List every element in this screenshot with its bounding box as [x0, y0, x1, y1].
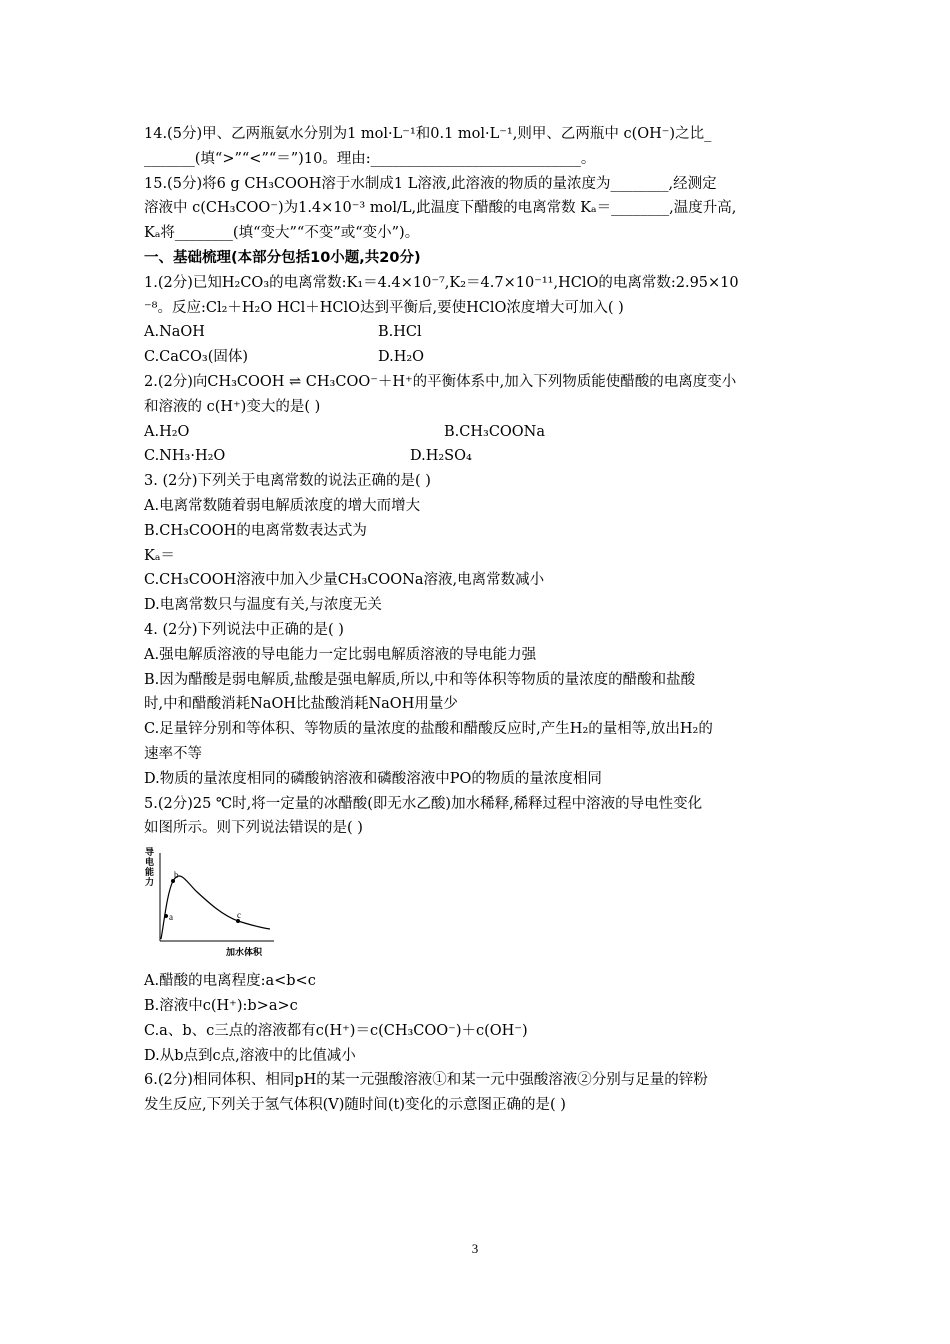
- point-a-label: a: [169, 912, 173, 923]
- figure-x-label: 加水体积: [226, 948, 263, 959]
- q6-line-2: 发生反应,下列关于氢气体积(V)随时间(t)变化的示意图正确的是( ): [144, 1097, 566, 1114]
- conductivity-figure-svg: [144, 843, 284, 969]
- q1-options-row-2: [144, 345, 809, 370]
- figure-y-label-char-3: 能: [145, 868, 155, 879]
- q2-option-b: B.CH₃COONa: [444, 423, 546, 440]
- q2-line-2: 和溶液的 c(H⁺)变大的是( ): [144, 398, 321, 415]
- q2-options-row-1: [144, 420, 809, 445]
- q2-option-d: D.H₂SO₄: [410, 448, 472, 465]
- q4-option-d: D.物质的量浓度相同的磷酸钠溶液和磷酸溶液中PO的物质的量浓度相同: [144, 770, 602, 787]
- q3-option-c: C.CH₃COOH溶液中加入少量CH₃COONa溶液,电离常数减小: [144, 572, 545, 589]
- q15-line-1: 15.(5分)将6 g CH₃COOH溶于水制成1 L溶液,此溶液的物质的量浓度为________,经测定: [144, 175, 717, 192]
- q14-line-2: _______(填“>”“<”“＝”)10。理由:_____________________________。: [144, 150, 596, 167]
- q14-line-1: 14.(5分)甲、乙两瓶氨水分别为1 mol·L⁻¹和0.1 mol·L⁻¹,则甲、乙两瓶中 c(OH⁻)之比_: [144, 126, 712, 142]
- conductivity-figure: [144, 843, 809, 969]
- q4-option-c-line-1: C.足量锌分别和等体积、等物质的量浓度的盐酸和醋酸反应时,产生H₂的量相等,放出H₂的: [144, 721, 713, 738]
- q4-option-b-line-2: 时,中和醋酸消耗NaOH比盐酸消耗NaOH用量少: [144, 696, 458, 713]
- q15-line-2: 溶液中 c(CH₃COO⁻)为1.4×10⁻³ mol/L,此温度下醋酸的电离常数 Kₐ＝________,温度升高,: [144, 200, 737, 217]
- q5-option-a: A.醋酸的电离程度:a<b<c: [144, 973, 316, 990]
- q1-options-row-1: [144, 320, 809, 345]
- q3-stem: 3. (2分)下列关于电离常数的说法正确的是( ): [144, 473, 431, 490]
- q2-option-c: C.NH₃·H₂O: [144, 448, 226, 465]
- q2-options-row-2: [144, 444, 809, 469]
- q4-option-b-line-1: B.因为醋酸是弱电解质,盐酸是强电解质,所以,中和等体积等物质的量浓度的醋酸和盐酸: [144, 671, 696, 688]
- q3-option-d: D.电离常数只与温度有关,与浓度无关: [144, 597, 382, 614]
- figure-y-label-char-2: 电: [145, 858, 155, 869]
- q1-option-a: A.NaOH: [144, 324, 205, 341]
- page-content: [144, 122, 809, 1118]
- q5-option-b: B.溶液中c(H⁺):b>a>c: [144, 997, 298, 1014]
- figure-y-label: [145, 846, 157, 888]
- q5-line-1: 5.(2分)25 ℃时,将一定量的冰醋酸(即无水乙酸)加水稀释,稀释过程中溶液的导电性变化: [144, 795, 703, 812]
- q1-option-d: D.H₂O: [378, 349, 425, 366]
- q2-line-1: 2.(2分)向CH₃COOH ⇌ CH₃COO⁻＋H⁺的平衡体系中,加入下列物质能使醋酸的电离度变小: [144, 373, 737, 390]
- point-c-label: c: [237, 910, 241, 921]
- q1-line-2: ⁻⁸。反应:Cl₂＋H₂O HCl＋HClO达到平衡后,要使HClO浓度增大可加入( ): [144, 299, 624, 316]
- q5-option-d: D.从b点到c点,溶液中的比值减小: [144, 1047, 356, 1064]
- q2-option-a: A.H₂O: [144, 423, 190, 440]
- figure-y-label-char-4: 力: [145, 878, 155, 889]
- q5-line-2: 如图所示。则下列说法错误的是( ): [144, 820, 363, 837]
- q15-line-3: Kₐ将________(填“变大”“不变”或“变小”)。: [144, 225, 420, 242]
- q3-option-b: B.CH₃COOH的电离常数表达式为: [144, 522, 367, 539]
- page-number: 3: [471, 1241, 479, 1256]
- section-heading: 一、基础梳理(本部分包括10小题,共20分): [144, 249, 421, 266]
- q4-stem: 4. (2分)下列说法中正确的是( ): [144, 621, 344, 638]
- point-a-marker: [164, 914, 168, 918]
- figure-y-label-char-1: 导: [145, 848, 155, 859]
- q1-line-1: 1.(2分)已知H₂CO₃的电离常数:K₁＝4.4×10⁻⁷,K₂＝4.7×10⁻¹¹,HClO的电离常数:2.95×10: [144, 274, 739, 291]
- q3-option-a: A.电离常数随着弱电解质浓度的增大而增大: [144, 497, 421, 514]
- q1-option-b: B.HCl: [378, 324, 422, 341]
- q4-option-a: A.强电解质溶液的导电能力一定比弱电解质溶液的导电能力强: [144, 646, 537, 663]
- q3-option-b-formula: Kₐ＝: [144, 547, 175, 564]
- conductivity-curve: [161, 876, 270, 939]
- point-b-label: b: [174, 870, 179, 881]
- q4-option-c-line-2: 速率不等: [144, 745, 202, 762]
- q1-option-c: C.CaCO₃(固体): [144, 349, 249, 366]
- q5-option-c: C.a、b、c三点的溶液都有c(H⁺)＝c(CH₃COO⁻)＋c(OH⁻): [144, 1022, 528, 1039]
- q6-line-1: 6.(2分)相同体积、相同pH的某一元强酸溶液①和某一元中强酸溶液②分别与足量的锌粉: [144, 1072, 708, 1089]
